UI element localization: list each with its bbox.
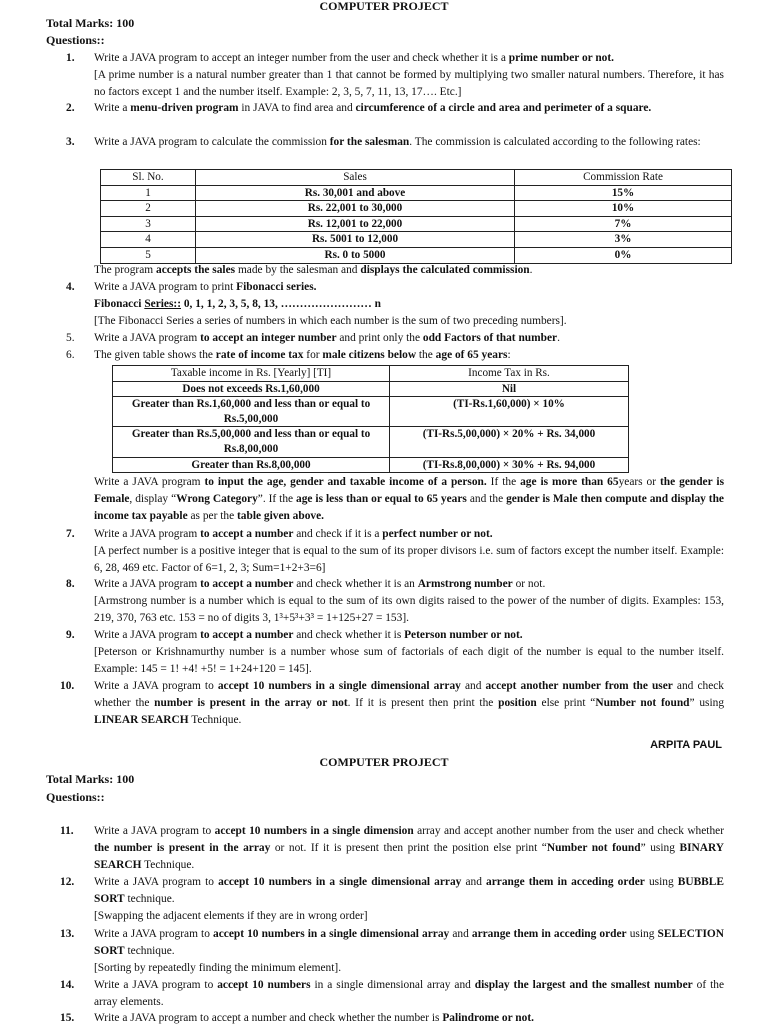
series-label: Fibonacci (94, 297, 145, 310)
question-text: and check whether the (94, 680, 724, 709)
question-emphasis: Peterson number or not. (404, 629, 523, 641)
question-emphasis: to accept a number (200, 528, 294, 540)
question-text: the (416, 349, 436, 361)
series-word: Series:: (144, 297, 181, 310)
question-text: or not. If it is present then print the position else print “ (270, 841, 547, 854)
question-text: Write a JAVA program to (94, 876, 219, 888)
question-text: Write a JAVA program to (94, 928, 214, 940)
question-text: . (529, 264, 533, 276)
question-emphasis: accept 10 numbers in a single dimensional array (218, 876, 462, 888)
question-emphasis: prime number or not. (508, 52, 615, 64)
question-emphasis: accepts the sales (156, 264, 236, 276)
question-text: ” using (640, 841, 680, 854)
question-text: ” using (689, 696, 725, 709)
author-name: ARPITA PAUL (650, 739, 722, 751)
question-text: and print only the (336, 332, 423, 344)
question-text: Write a JAVA program to calculate the commission (94, 136, 330, 148)
table-cell: (TI-Rs.8,00,000) × 30% + Rs. 94,000 (390, 457, 629, 473)
question-number: 10. (60, 680, 75, 692)
question-1 (66, 50, 724, 100)
question-text: Write a JAVA program to accept a number and check whether the number is (94, 1012, 443, 1024)
question-text: The given table shows the (94, 349, 216, 361)
page-title: COMPUTER PROJECT (319, 755, 449, 769)
question-9 (66, 627, 724, 677)
question-number: 5. (66, 332, 75, 344)
question-text: of the array elements. (94, 979, 725, 1008)
table-row (101, 201, 732, 217)
question-text: else print “ (536, 696, 596, 709)
question-emphasis: odd Factors of that number (422, 332, 558, 344)
column-header: Taxable income in Rs. [Yearly] [TI] (113, 366, 390, 382)
question-text: : (507, 349, 511, 361)
question-text: Write a JAVA program (94, 528, 201, 540)
question-emphasis: arrange them in acceding order (486, 876, 645, 888)
question-text: Write a JAVA program (94, 476, 205, 488)
question-text: Write a JAVA program (94, 578, 201, 590)
question-text: ”. If the (257, 492, 297, 505)
question-5 (66, 330, 724, 347)
question-text: Write a JAVA program to (94, 680, 218, 692)
question-emphasis: display the largest and the smallest number (474, 979, 693, 991)
question-emphasis: the number is present in the array (94, 841, 271, 854)
question-number: 12. (60, 876, 75, 888)
question-6 (66, 347, 724, 364)
question-emphasis: LINEAR SEARCH (94, 713, 189, 726)
question-emphasis: Number not found (546, 841, 641, 854)
question-4 (66, 279, 724, 329)
table-cell: Does not exceeds Rs.1,60,000 (113, 381, 390, 397)
question-text: Write a JAVA program (94, 332, 201, 344)
question-note: [A prime number is a natural number greater than 1 that cannot be formed by multiplying two smaller natural numbers. Therefore, it has no factors except 1 and the number itself. Example: 2, 3, 5, 7, 11, 13, 17…. Etc.] (94, 68, 724, 98)
question-note: [A perfect number is a positive integer that is equal to the sum of its proper divisors i.e. sum of factors except the number itself. Example: 6, 28, 469 etc. Factor of 6=1, 2, 3; Sum=1+2+3=6] (94, 544, 724, 574)
series-values: 0, 1, 1, 2, 3, 5, 8, 13, …………………… n (181, 297, 381, 310)
question-15 (60, 1010, 724, 1027)
question-emphasis: number is present in the array or not (154, 696, 348, 709)
question-number: 14. (60, 979, 75, 991)
question-text: in JAVA to find area and (238, 102, 356, 114)
question-emphasis: accept 10 numbers in a single dimensional array (217, 680, 461, 692)
question-number: 15. (60, 1012, 75, 1024)
question-text: array and accept another number from the user and check whether (413, 825, 724, 837)
table-cell: 3% (515, 232, 732, 248)
question-text: Technique. (141, 858, 195, 871)
table-cell: 10% (515, 201, 732, 217)
question-number: 7. (66, 528, 75, 540)
question-text: and check if it is a (293, 528, 383, 540)
question-11 (60, 823, 725, 873)
question-emphasis: to accept an integer number (200, 332, 337, 344)
question-emphasis: BINARY SEARCH (94, 841, 725, 871)
table-cell: Nil (390, 381, 629, 397)
question-text: Write a JAVA program to print (94, 281, 237, 293)
question-text: using (644, 876, 678, 888)
page-title: COMPUTER PROJECT (319, 0, 449, 13)
question-number: 8. (66, 578, 75, 590)
question-emphasis: to input the age, gender and taxable income of a person. (204, 476, 487, 488)
question-number: 11. (60, 825, 74, 837)
question-emphasis: circumference of a circle and area and perimeter of a square. (355, 102, 652, 114)
question-number: 4. (66, 281, 75, 293)
question-note: [Swapping the adjacent elements if they are in wrong order] (94, 909, 368, 922)
table-cell: 15% (515, 185, 732, 201)
table-cell: 2 (101, 201, 196, 217)
question-13 (60, 926, 724, 976)
question-emphasis: table given above. (237, 509, 325, 522)
questions-label: Questions:: (46, 790, 105, 804)
question-text: , display “ (129, 492, 177, 505)
question-emphasis: male citizens below (322, 349, 417, 361)
table-row (113, 427, 629, 457)
question-emphasis: Wrong Category (176, 492, 258, 505)
question-12 (60, 874, 724, 924)
question-text: and check whether it is (293, 629, 405, 641)
table-cell: Rs. 5001 to 12,000 (196, 232, 515, 248)
question-text: Technique. (188, 713, 242, 726)
question-text: and (460, 680, 486, 692)
table-header-row (101, 170, 732, 186)
table-cell: (TI-Rs.5,00,000) × 20% + Rs. 34,000 (390, 427, 629, 457)
question-text: technique. (124, 892, 175, 905)
question-text: If the (486, 476, 521, 488)
question-number: 1. (66, 52, 75, 64)
question-number: 9. (66, 629, 75, 641)
question-text: made by the salesman and (235, 264, 361, 276)
question-3 (66, 134, 724, 151)
question-emphasis: the gender is Female (94, 476, 725, 505)
table-cell: Greater than Rs.5,00,000 and less than or equal to Rs.8,00,000 (113, 427, 390, 457)
total-marks: Total Marks: 100 (46, 772, 135, 786)
table-cell: Rs. 0 to 5000 (196, 247, 515, 263)
question-note: [Peterson or Krishnamurthy number is a number whose sum of factorials of each digit of the number is equal to the number itself. Example: 145 = 1! +4! +5! = 1+24+120 = 145]. (94, 645, 724, 675)
question-text: years or (618, 476, 660, 488)
question-number: 3. (66, 136, 75, 148)
question-14 (60, 977, 725, 1011)
question-text: Write a JAVA program (94, 629, 201, 641)
question-emphasis: SELECTION SORT (94, 928, 724, 957)
income-tax-table (112, 365, 629, 473)
table-row (113, 381, 629, 397)
question-emphasis: Palindrome or not. (442, 1012, 534, 1024)
question-emphasis: menu-driven program (130, 102, 239, 114)
commission-table (100, 169, 732, 264)
question-emphasis: displays the calculated commission (360, 264, 530, 276)
question-6-followup (94, 474, 724, 524)
column-header: Sales (196, 170, 515, 186)
question-note: [Sorting by repeatedly finding the minimum element]. (94, 961, 342, 974)
table-row (101, 232, 732, 248)
question-note: [The Fibonacci Series a series of numbers in which each number is the sum of two preceding numbers]. (94, 314, 567, 327)
question-emphasis: Number not found (595, 696, 690, 709)
column-header: Commission Rate (515, 170, 732, 186)
question-text: The program (94, 264, 156, 276)
question-emphasis: perfect number or not. (382, 528, 493, 540)
question-emphasis: age of 65 years (435, 349, 508, 361)
question-text: and (461, 876, 487, 888)
question-text: or not. (512, 578, 546, 590)
question-text: Write a (94, 102, 131, 114)
question-note: [Armstrong number is a number which is equal to the sum of its own digits raised to the power of the number of digits. Examples: 153, 219, 370, 763 etc. 153 = no of digits 3, 1³+5³+3³ = 1+125+27 = 153]. (94, 594, 724, 624)
question-text: in a single dimensional array and (310, 979, 475, 991)
question-text: and (449, 928, 472, 940)
question-text: and check whether it is an (293, 578, 418, 590)
table-row (101, 247, 732, 263)
question-emphasis: BUBBLE SORT (94, 876, 724, 905)
question-emphasis: Armstrong number (417, 578, 513, 590)
table-header-row (113, 366, 629, 382)
table-cell: 1 (101, 185, 196, 201)
question-number: 6. (66, 349, 75, 361)
total-marks: Total Marks: 100 (46, 16, 135, 30)
question-emphasis: accept 10 numbers in a single dimensional array (213, 928, 450, 940)
question-emphasis: to accept a number (200, 578, 294, 590)
question-emphasis: position (498, 696, 537, 709)
question-emphasis: accept 10 numbers (217, 979, 311, 991)
question-emphasis: age is less than or equal to 65 years (296, 492, 467, 505)
table-cell: (TI-Rs.1,60,000) × 10% (390, 397, 629, 427)
question-emphasis: arrange them in acceding order (471, 928, 627, 940)
question-3-followup (94, 262, 724, 279)
table-row (113, 397, 629, 427)
question-text: Write a JAVA program to (94, 825, 215, 837)
question-emphasis: accept 10 numbers in a single dimension (214, 825, 414, 837)
question-emphasis: accept another number from the user (485, 680, 673, 692)
questions-label: Questions:: (46, 33, 105, 47)
question-text: . If it is present then print the (347, 696, 499, 709)
table-cell: 3 (101, 216, 196, 232)
table-cell: Rs. 22,001 to 30,000 (196, 201, 515, 217)
question-text: . The commission is calculated according to the following rates: (409, 136, 701, 148)
table-cell: Greater than Rs.1,60,000 and less than or equal to Rs.5,00,000 (113, 397, 390, 427)
question-emphasis: rate of income tax (215, 349, 304, 361)
question-2 (66, 100, 724, 117)
question-8 (66, 576, 724, 626)
question-text: . (557, 332, 560, 344)
table-cell: Greater than Rs.8,00,000 (113, 457, 390, 473)
question-emphasis: gender is Male then compute and display the income tax payable (94, 492, 724, 522)
question-text: Write a JAVA program to accept an integer number from the user and check whether it is a (94, 52, 509, 64)
table-cell: 5 (101, 247, 196, 263)
question-text: and the (466, 492, 507, 505)
table-cell: 0% (515, 247, 732, 263)
question-text: for (303, 349, 323, 361)
question-emphasis: to accept a number (200, 629, 294, 641)
question-number: 2. (66, 102, 75, 114)
table-cell: 4 (101, 232, 196, 248)
table-cell: Rs. 12,001 to 22,000 (196, 216, 515, 232)
table-row (113, 457, 629, 473)
question-text: using (626, 928, 658, 940)
table-cell: 7% (515, 216, 732, 232)
table-row (101, 216, 732, 232)
table-cell: Rs. 30,001 and above (196, 185, 515, 201)
column-header: Sl. No. (101, 170, 196, 186)
question-text: technique. (124, 944, 175, 957)
question-emphasis: Fibonacci series. (236, 281, 317, 293)
question-emphasis: for the salesman (329, 136, 410, 148)
column-header: Income Tax in Rs. (390, 366, 629, 382)
question-text: Write a JAVA program to (94, 979, 218, 991)
question-10 (60, 678, 725, 728)
table-row (101, 185, 732, 201)
question-emphasis: age is more than 65 (520, 476, 619, 488)
question-number: 13. (60, 928, 75, 940)
question-text: as per the (187, 509, 237, 522)
question-7 (66, 526, 724, 576)
